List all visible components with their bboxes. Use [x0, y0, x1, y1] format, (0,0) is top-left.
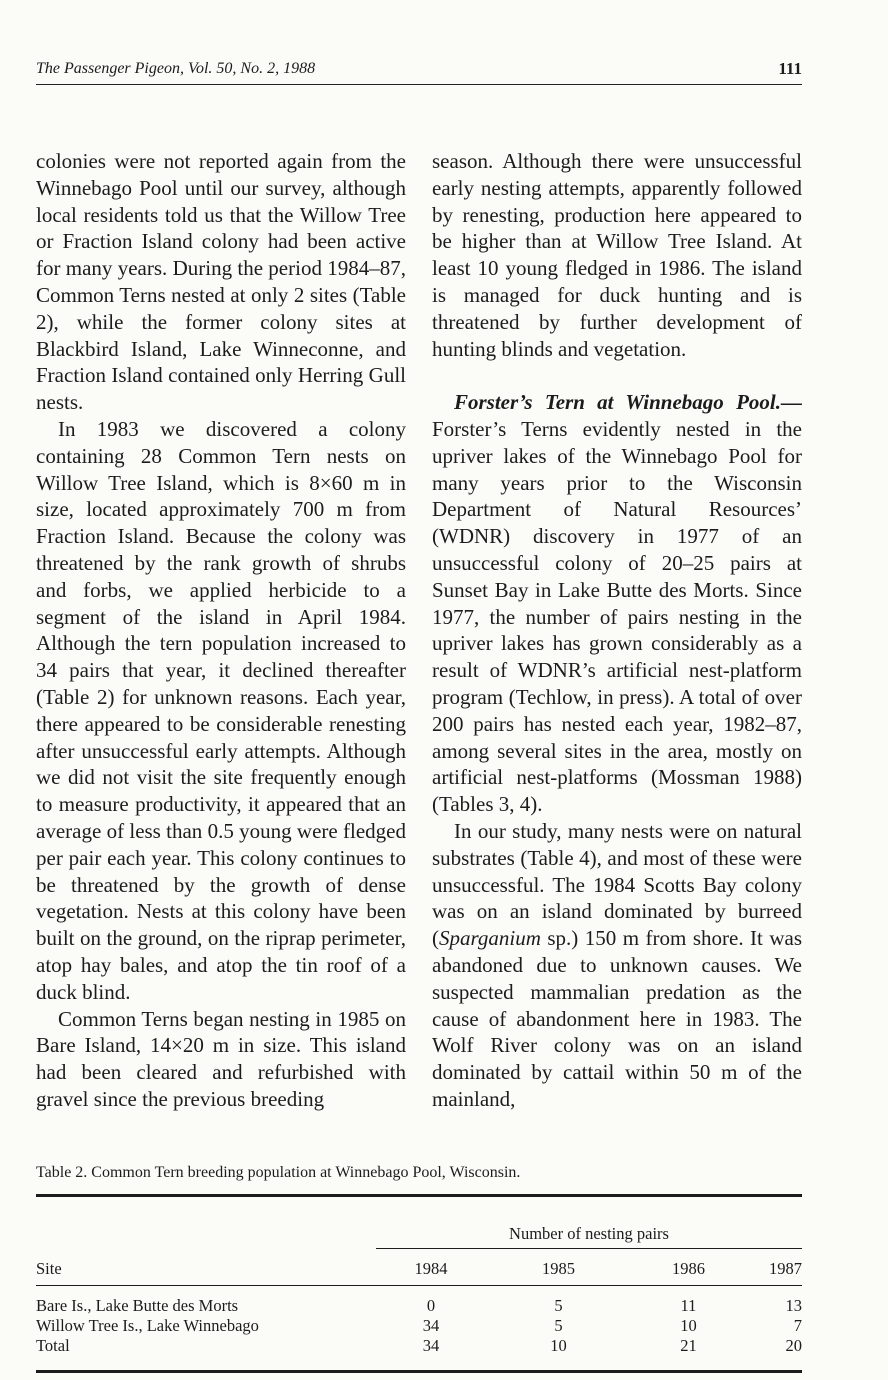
paragraph: Common Terns began nesting in 1985 on Bare Island, 14×20 m in size. This island had been cleared and refurbished with gravel since the previous breeding: [36, 1006, 406, 1111]
column-header: Site: [36, 1253, 376, 1286]
column-header: 1985: [486, 1253, 631, 1286]
right-column: [432, 148, 802, 1113]
value-cell: 21: [680, 1336, 697, 1355]
paragraph: [432, 389, 802, 818]
paragraph-text: Forster’s Terns evidently nested in the upriver lakes of the Winnebago Pool for many years prior to the Wisconsin Department of Natural Resources’ (WDNR) discovery in 1977 of an unsuccessful colony of 20–25 pairs at Sunset Bay in Lake Butte des Morts. Since 1977, the number of pairs nesting in the upriver lakes has grown considerably as a result of WDNR’s artificial nest-platform program (Techlow, in press). A total of over 200 pairs has nested each year, 1982–87, among several sites in the area, mostly on artificial nest-platforms (Mossman 1988) (Tables 3, 4).: [432, 416, 802, 817]
paragraph: [432, 818, 802, 1113]
site-cell: Willow Tree Is., Lake Winnebago: [36, 1316, 259, 1335]
value-cell: 0: [426, 1296, 436, 1315]
running-head: [36, 58, 802, 80]
value-cell: 5: [554, 1296, 563, 1315]
section-subheading: Forster’s Tern at Winnebago Pool.—: [454, 390, 802, 415]
left-column: [36, 148, 406, 1113]
page-number: 111: [778, 59, 802, 78]
table-caption: Table 2. Common Tern breeding population at Winnebago Pool, Wisconsin.: [36, 1164, 521, 1181]
group-header: Number of nesting pairs: [376, 1197, 802, 1253]
table-row: [36, 1336, 802, 1370]
column-header: 1987: [746, 1253, 802, 1286]
species-name: Sparganium: [439, 926, 541, 951]
value-cell: 34: [422, 1336, 440, 1355]
paragraph-text: sp.) 150 m from shore. It was abandoned due to unknown causes. We suspected mammalian predation as the cause of abandonment here in 1983. The Wolf River colony was on an island dominated by cattail within 50 m of the mainland,: [432, 926, 802, 1111]
paragraph: season. Although there were unsuccessful early nesting attempts, apparently followed by renesting, production here appeared to be higher than at Willow Tree Island. At least 10 young fledged in 1986. The island is managed for duck hunting and is threatened by further development of hunting blinds and vegetation.: [432, 149, 802, 361]
column-header: 1984: [376, 1253, 486, 1286]
value-cell: 10: [550, 1336, 567, 1355]
column-header: 1986: [631, 1253, 746, 1286]
value-cell: 5: [554, 1316, 563, 1335]
header-rule: [36, 84, 802, 85]
value-cell: 13: [785, 1296, 802, 1315]
value-cell: 11: [680, 1296, 697, 1315]
journal-citation: The Passenger Pigeon, Vol. 50, No. 2, 1988: [36, 60, 316, 77]
paragraph-text: In our study, many nests were on natural substrates (Table 4), and most of these were unsuccessful. The 1984 Scotts Bay colony was on an island dominated by burreed (: [432, 818, 802, 951]
table-row: [36, 1316, 802, 1336]
value-cell: 10: [680, 1316, 697, 1335]
paragraph: In 1983 we discovered a colony containing 28 Common Tern nests on Willow Tree Island, which is 8×60 m in size, located approximately 700 m from Fraction Island. Because the colony was threatened by the rank growth of shrubs and forbs, we applied herbicide to a segment of the island in April 1984. Although the tern population increased to 34 pairs that year, it declined thereafter (Table 2) for unknown reasons. Each year, there appeared to be considerable renesting after unsuccessful early attempts. Although we did not visit the site frequently enough to measure productivity, it appeared that an average of less than 0.5 young were fledged per pair each year. This colony continues to be threatened by the growth of dense vegetation. Nests at this colony have been built on the ground, on the riprap perimeter, atop hay bales, and atop the tin roof of a duck blind.: [36, 416, 406, 1004]
table-bottom-rule: [36, 1370, 802, 1373]
site-cell: Bare Is., Lake Butte des Morts: [36, 1296, 239, 1315]
table-row: [36, 1286, 802, 1317]
value-cell: 34: [422, 1316, 440, 1335]
paragraph-gap: [432, 362, 802, 389]
value-cell: 20: [785, 1336, 802, 1355]
data-table: [36, 1194, 802, 1373]
value-cell: 7: [793, 1316, 802, 1335]
site-cell: Total: [36, 1336, 70, 1355]
paragraph: colonies were not reported again from the Winnebago Pool until our survey, although local residents told us that the Willow Tree or Fraction Island colony had been active for many years. During the period 1984–87, Common Terns nested at only 2 sites (Table 2), while the former colony sites at Blackbird Island, Lake Winneconne, and Fraction Island contained only Herring Gull nests.: [36, 149, 406, 415]
table-header-row: [36, 1253, 802, 1286]
